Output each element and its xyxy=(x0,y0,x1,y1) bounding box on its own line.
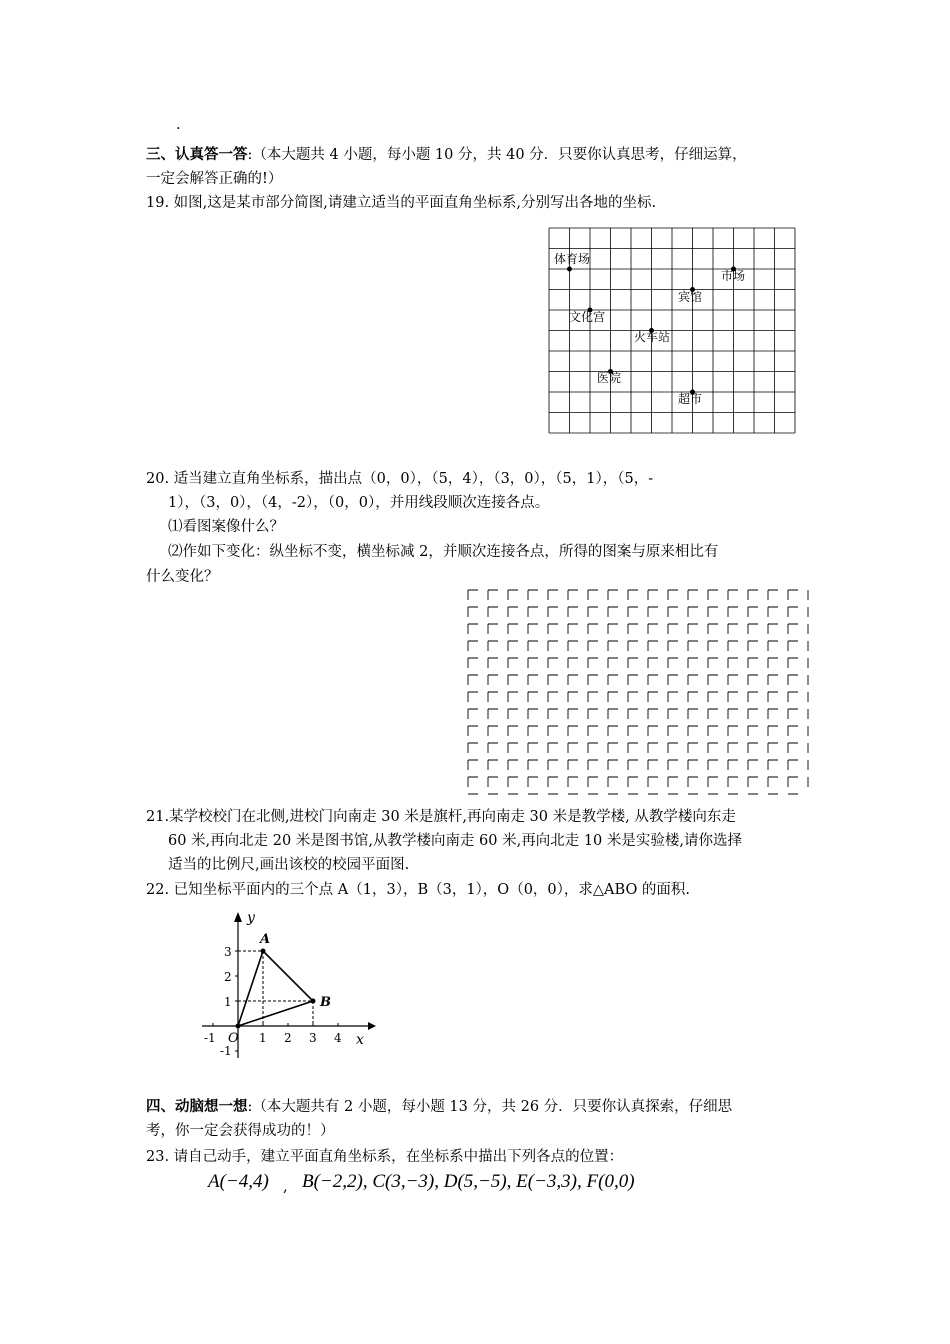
section3-header xyxy=(146,144,747,166)
q21-line1: 21.某学校校门在北侧,进校门向南走 30 米是旗杆,再向南走 30 米是教学楼, 从教学楼向东走 xyxy=(146,809,736,825)
q20-line1: 20. 适当建立直角坐标系，描出点（0，0），（5，4），（3，0），（5，1），（5，- xyxy=(146,471,654,487)
place-stadium: 体育场 xyxy=(554,252,591,266)
section3-desc-line1: :（本大题共 4 小题，每小题 10 分，共 40 分．只要你认真思考，仔细运算， xyxy=(247,147,747,163)
q21-line3: 适当的比例尺,画出该校的校园平面图. xyxy=(168,857,410,873)
q21-line2: 60 米,再向北走 20 米是图书馆,从教学楼向南走 60 米,再向北走 10 米是实验楼,请你选择 xyxy=(168,833,743,849)
map-dot xyxy=(567,267,572,272)
section4-desc-line2: 考，你一定会获得成功的！） xyxy=(146,1123,335,1139)
section4-header xyxy=(146,1096,732,1118)
point-a xyxy=(261,949,266,954)
triangle-abo xyxy=(238,951,313,1026)
section4-desc-line1: :（本大题共有 2 小题，每小题 13 分，共 26 分．只要你认真探索，仔细思 xyxy=(247,1099,733,1115)
q20-sub1: ⑴看图案像什么？ xyxy=(168,519,284,535)
q20-sub2-line2: 什么变化？ xyxy=(146,569,219,585)
y-axis-arrow xyxy=(234,912,242,922)
q23-points-rest: B(−2,2), C(3,−3), D(5,−5), E(−3,3), F(0,0) xyxy=(302,1171,635,1192)
place-hotel: 宾馆 xyxy=(678,290,703,304)
place-culture-palace: 文化宫 xyxy=(569,310,606,324)
dashed-coordinate-grid xyxy=(464,586,812,800)
stray-dot: · xyxy=(176,121,181,137)
q22-text: 22. 已知坐标平面内的三个点 A（1，3），B（3，1），O（0，0），求△ABO 的面积. xyxy=(146,882,691,898)
y-tick-3: 3 xyxy=(224,945,232,959)
q20-line2: 1），（3，0），（4，-2），（0，0），并用线段顺次连接各点。 xyxy=(168,495,550,511)
y-tick-2: 2 xyxy=(224,970,232,984)
y-axis-label: y xyxy=(247,910,255,926)
triangle-abo-figure xyxy=(196,906,386,1074)
section3-title: 三、认真答一答 xyxy=(146,146,248,163)
section3-desc-line2: 一定会解答正确的!） xyxy=(146,171,283,187)
place-hospital: 医院 xyxy=(597,371,622,385)
place-train-station: 火车站 xyxy=(634,330,671,344)
y-tick-1: 1 xyxy=(224,995,232,1009)
x-tick-neg1: -1 xyxy=(204,1031,216,1045)
label-o: O xyxy=(228,1031,239,1046)
q23-comma: , xyxy=(283,1179,288,1195)
point-o xyxy=(236,1024,241,1029)
label-b: B xyxy=(320,995,331,1010)
section4-title: 四、动脑想一想 xyxy=(146,1098,248,1115)
point-b xyxy=(311,999,316,1004)
label-a: A xyxy=(260,932,271,947)
x-tick-4: 4 xyxy=(334,1031,342,1045)
place-market: 市场 xyxy=(721,269,746,283)
x-axis-label: x xyxy=(356,1032,364,1048)
x-tick-2: 2 xyxy=(284,1031,292,1045)
x-tick-1: 1 xyxy=(259,1031,267,1045)
x-tick-3: 3 xyxy=(309,1031,317,1045)
y-tick-neg1: -1 xyxy=(220,1044,232,1058)
q20-sub2-line1: ⑵作如下变化：纵坐标不变，横坐标减 2，并顺次连接各点，所得的图案与原来相比有 xyxy=(168,544,719,560)
q23-point-a: A(−4,4) xyxy=(208,1171,269,1192)
q19-text: 19. 如图,这是某市部分简图,请建立适当的平面直角坐标系,分别写出各地的坐标. xyxy=(146,195,657,211)
city-map-grid xyxy=(540,220,802,436)
dashed-grid-lines xyxy=(468,590,808,794)
place-supermarket: 超市 xyxy=(678,392,703,406)
x-axis-arrow xyxy=(368,1022,376,1030)
q23-text: 23. 请自己动手，建立平面直角坐标系，在坐标系中描出下列各点的位置： xyxy=(146,1149,624,1165)
